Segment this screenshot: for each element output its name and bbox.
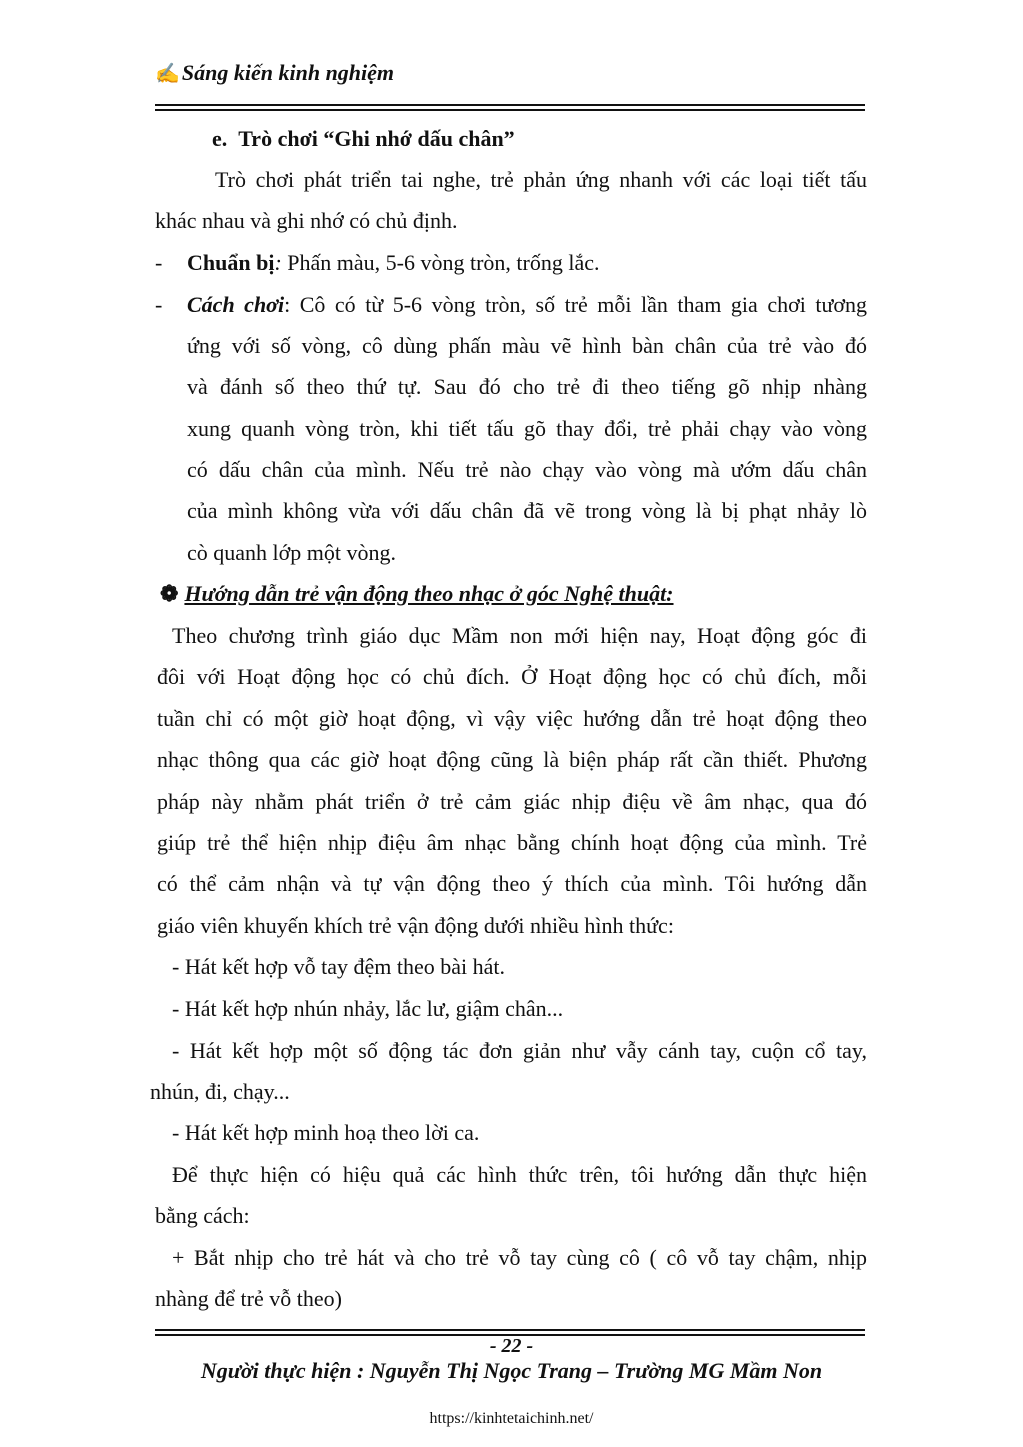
para3-line-1: + Bắt nhịp cho trẻ hát và cho trẻ vỗ tay cùng cô ( cô vỗ tay chậm, nhịp: [172, 1245, 867, 1270]
footer-rule-top: [155, 1329, 865, 1331]
para3-line-2: nhàng để trẻ vỗ theo): [155, 1286, 342, 1311]
howto-line-4: xung quanh vòng tròn, khi tiết tấu gõ thay đổi, trẻ phải chạy vào vòng: [187, 416, 867, 441]
prep-item: [187, 242, 600, 283]
guide-heading-text: Hướng dẫn trẻ vận động theo nhạc ở góc Nghệ thuật:: [184, 581, 674, 606]
header-rule-bottom: [155, 109, 865, 111]
para2-line-2: bằng cách:: [155, 1203, 250, 1228]
para2-line-1: Để thực hiện có hiệu quả các hình thức trên, tôi hướng dẫn thực hiện: [172, 1162, 867, 1187]
para1-line-6: giúp trẻ thể hiện nhịp điệu âm nhạc bằng chính hoạt động của mình. Trẻ: [157, 830, 867, 855]
list-item-3-line-1: - Hát kết hợp một số động tác đơn giản như vẫy cánh tay, cuộn cổ tay,: [172, 1038, 867, 1063]
prep-label: Chuẩn bị: [187, 250, 275, 275]
howto-label: Cách chơi: [187, 292, 285, 317]
list-item-2: - Hát kết hợp nhún nhảy, lắc lư, giậm chân...: [172, 996, 564, 1021]
howto-line-2: ứng với số vòng, cô dùng phấn màu vẽ hình bàn chân của trẻ vào đó: [187, 333, 867, 358]
howto-line-1-text: : Cô có từ 5-6 vòng tròn, số trẻ mỗi lần tham gia chơi tương: [284, 292, 868, 317]
section-e-heading: [212, 118, 515, 159]
howto-line-7: cò quanh lớp một vòng.: [187, 540, 396, 565]
list-item-3-line-2: nhún, đi, chạy...: [150, 1079, 290, 1104]
header-rule-top: [155, 104, 865, 106]
para1-line-7: có thể cảm nhận và tự vận động theo ý thích của mình. Tôi hướng dẫn: [157, 871, 867, 896]
para1-line-1: Theo chương trình giáo dục Mầm non mới hiện nay, Hoạt động góc đi: [172, 623, 867, 648]
para1-line-2: đôi với Hoạt động học có chủ đích. Ở Hoạt động học có chủ đích, mỗi: [157, 664, 867, 689]
para1-line-4: nhạc thông qua các giờ hoạt động cũng là biện pháp rất cần thiết. Phương: [157, 747, 867, 772]
page-header: [155, 60, 394, 86]
para1-line-3: tuần chỉ có một giờ hoạt động, vì vậy việc hướng dẫn trẻ hoạt động theo: [157, 706, 867, 731]
howto-line-1: [187, 284, 867, 325]
prep-text: Phấn màu, 5-6 vòng tròn, trống lắc.: [281, 250, 600, 275]
howto-line-5: có dấu chân của mình. Nếu trẻ nào chạy vào vòng mà ướm dấu chân: [187, 457, 867, 482]
prep-colon: :: [274, 250, 282, 275]
list-item-1: - Hát kết hợp vỗ tay đệm theo bài hát.: [172, 954, 505, 979]
guide-heading: [160, 573, 674, 614]
para1-line-5: pháp này nhằm phát triển ở trẻ cảm giác nhịp điệu về âm nhạc, qua đó: [157, 789, 867, 814]
intro-line-2: khác nhau và ghi nhớ có chủ định.: [155, 208, 458, 233]
howto-line-6: của mình không vừa với dấu chân đã vẽ trong vòng là bị phạt nhảy lò: [187, 498, 867, 523]
header-title: Sáng kiến kinh nghiệm: [181, 60, 395, 85]
howto-dash: -: [155, 292, 163, 317]
howto-line-3: và đánh số theo thứ tự. Sau đó cho trẻ đi theo tiếng gõ nhịp nhàng: [187, 374, 867, 399]
source-url[interactable]: https://kinhtetaichinh.net/: [429, 1410, 594, 1427]
prep-dash: -: [155, 250, 163, 275]
flower-bullet-icon: ❁: [160, 581, 179, 606]
writing-hand-icon: ✍: [155, 63, 180, 85]
page-number: - 22 -: [489, 1335, 534, 1357]
section-e-label: e.: [212, 126, 228, 151]
footer-author: Người thực hiện : Nguyễn Thị Ngọc Trang – Trường MG Mầm Non: [200, 1358, 823, 1383]
list-item-4: - Hát kết hợp minh hoạ theo lời ca.: [172, 1120, 480, 1145]
section-e-title: Trò chơi “Ghi nhớ dấu chân”: [238, 126, 515, 151]
para1-line-8: giáo viên khuyến khích trẻ vận động dưới nhiều hình thức:: [157, 913, 674, 938]
intro-line-1: Trò chơi phát triển tai nghe, trẻ phản ứng nhanh với các loại tiết tấu: [215, 167, 867, 192]
